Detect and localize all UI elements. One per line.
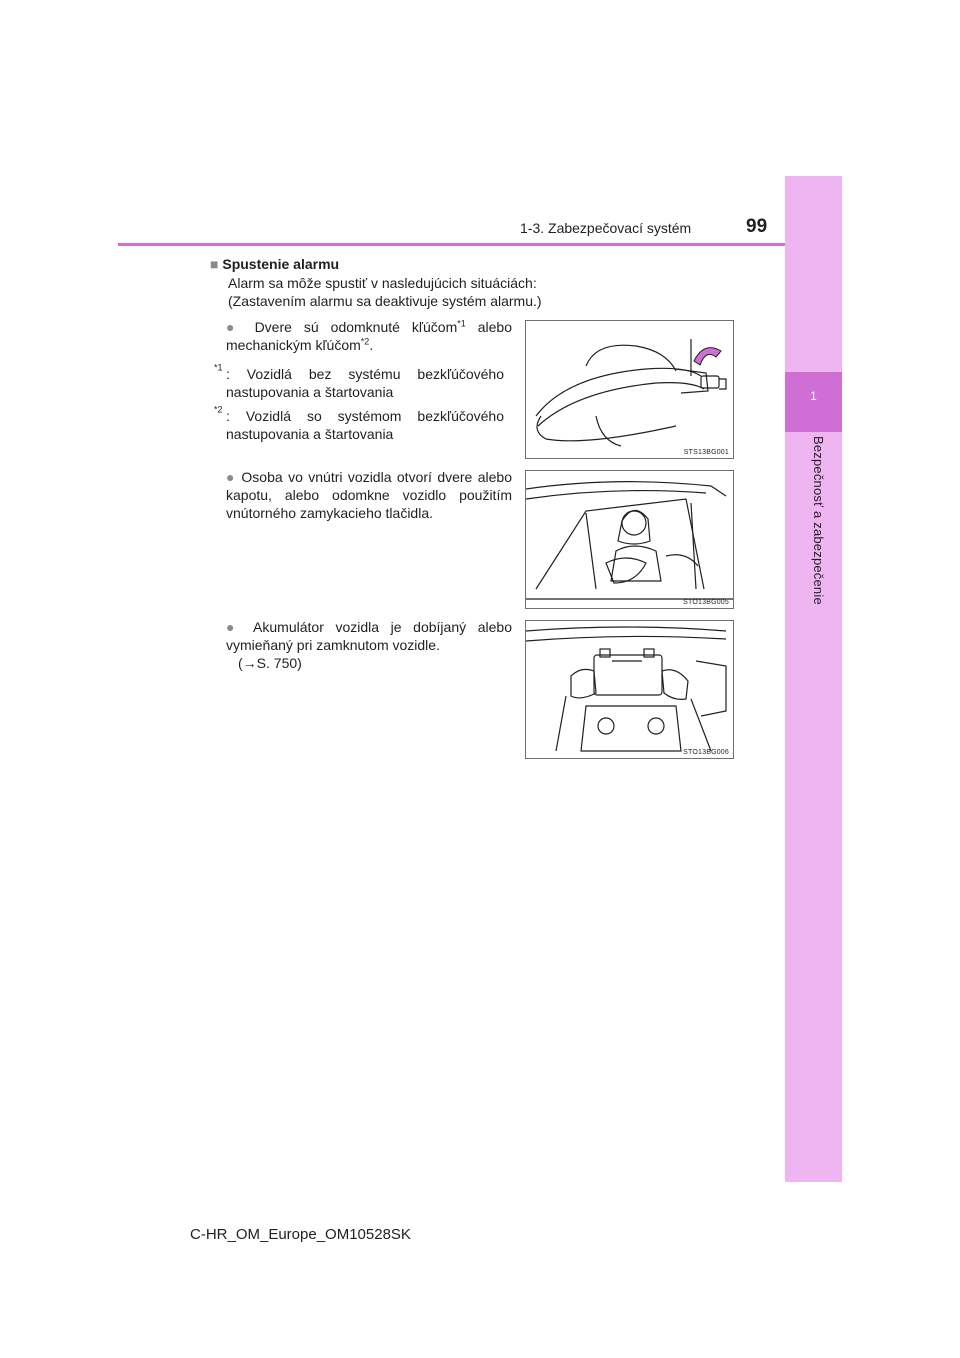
- intro-line-1: Alarm sa môže spustiť v nasledujúcich situáciách:: [228, 275, 537, 291]
- figure-door-handle-key: [525, 320, 734, 459]
- intro-line-2: (Zastavením alarmu sa deaktivuje systém alarmu.): [228, 293, 542, 309]
- bullet-icon: ●: [226, 319, 243, 335]
- section-title: 1-3. Zabezpečovací systém: [520, 220, 692, 236]
- bullet-icon: ●: [226, 469, 236, 485]
- figure-2-code: STO13BG005: [683, 599, 729, 606]
- figure-person-in-car: [525, 470, 734, 609]
- item-2-text: Osoba vo vnútri vozidla otvorí dvere alebo kapotu, alebo odomkne vozidlo použitím vnútorného zamykacieho tlačidla.: [226, 469, 512, 521]
- person-in-car-illustration: [526, 471, 733, 608]
- chapter-side-strip: [785, 176, 842, 1182]
- page-number: 99: [746, 216, 768, 237]
- bullet-icon: ●: [226, 619, 243, 635]
- header-rule: [118, 243, 785, 246]
- item-1-text-part2: alebo mechanickým kľúčom: [226, 319, 513, 353]
- footnote-2-mark-text: *2: [214, 404, 223, 415]
- footnote-2-text: : Vozidlá so systémom bezkľúčového nastupovania a štartovania: [226, 408, 504, 442]
- item-1-sup1: *1: [457, 318, 466, 329]
- heading-marker-icon: ■: [210, 256, 219, 272]
- chapter-number: 1: [810, 389, 817, 403]
- figure-1-code: STS13BG001: [683, 449, 729, 456]
- figure-3-code: STO13BG006: [683, 749, 729, 756]
- heading-text: Spustenie alarmu: [222, 256, 340, 272]
- footnote-2: [226, 407, 504, 443]
- item-1-sup2: *2: [360, 336, 370, 347]
- document-id: C-HR_OM_Europe_OM10528SK: [190, 1226, 411, 1243]
- chapter-title: Bezpečnosť a zabezpečenie: [811, 436, 826, 605]
- footnote-1-mark-text: *1: [214, 362, 223, 373]
- footnote-1-text: : Vozidlá bez systému bezkľúčového nastupovania a štartovania: [226, 366, 504, 400]
- section-heading: [210, 255, 339, 273]
- item-3-page-reference: (→S. 750): [238, 655, 302, 671]
- battery-illustration: [526, 621, 733, 758]
- door-handle-illustration: [526, 321, 733, 458]
- list-item-2: [226, 468, 512, 522]
- item-1-text-part3: .: [369, 337, 374, 353]
- item-1-text-part1: Dvere sú odomknuté kľúčom: [254, 319, 458, 335]
- list-item-3: [226, 618, 512, 654]
- footnote-1: [226, 365, 504, 401]
- item-3-text: Akumulátor vozidla je dobíjaný alebo vymieňaný pri zamknutom vozidle.: [226, 619, 512, 653]
- figure-battery-replacement: [525, 620, 734, 759]
- list-item-1: [226, 318, 512, 354]
